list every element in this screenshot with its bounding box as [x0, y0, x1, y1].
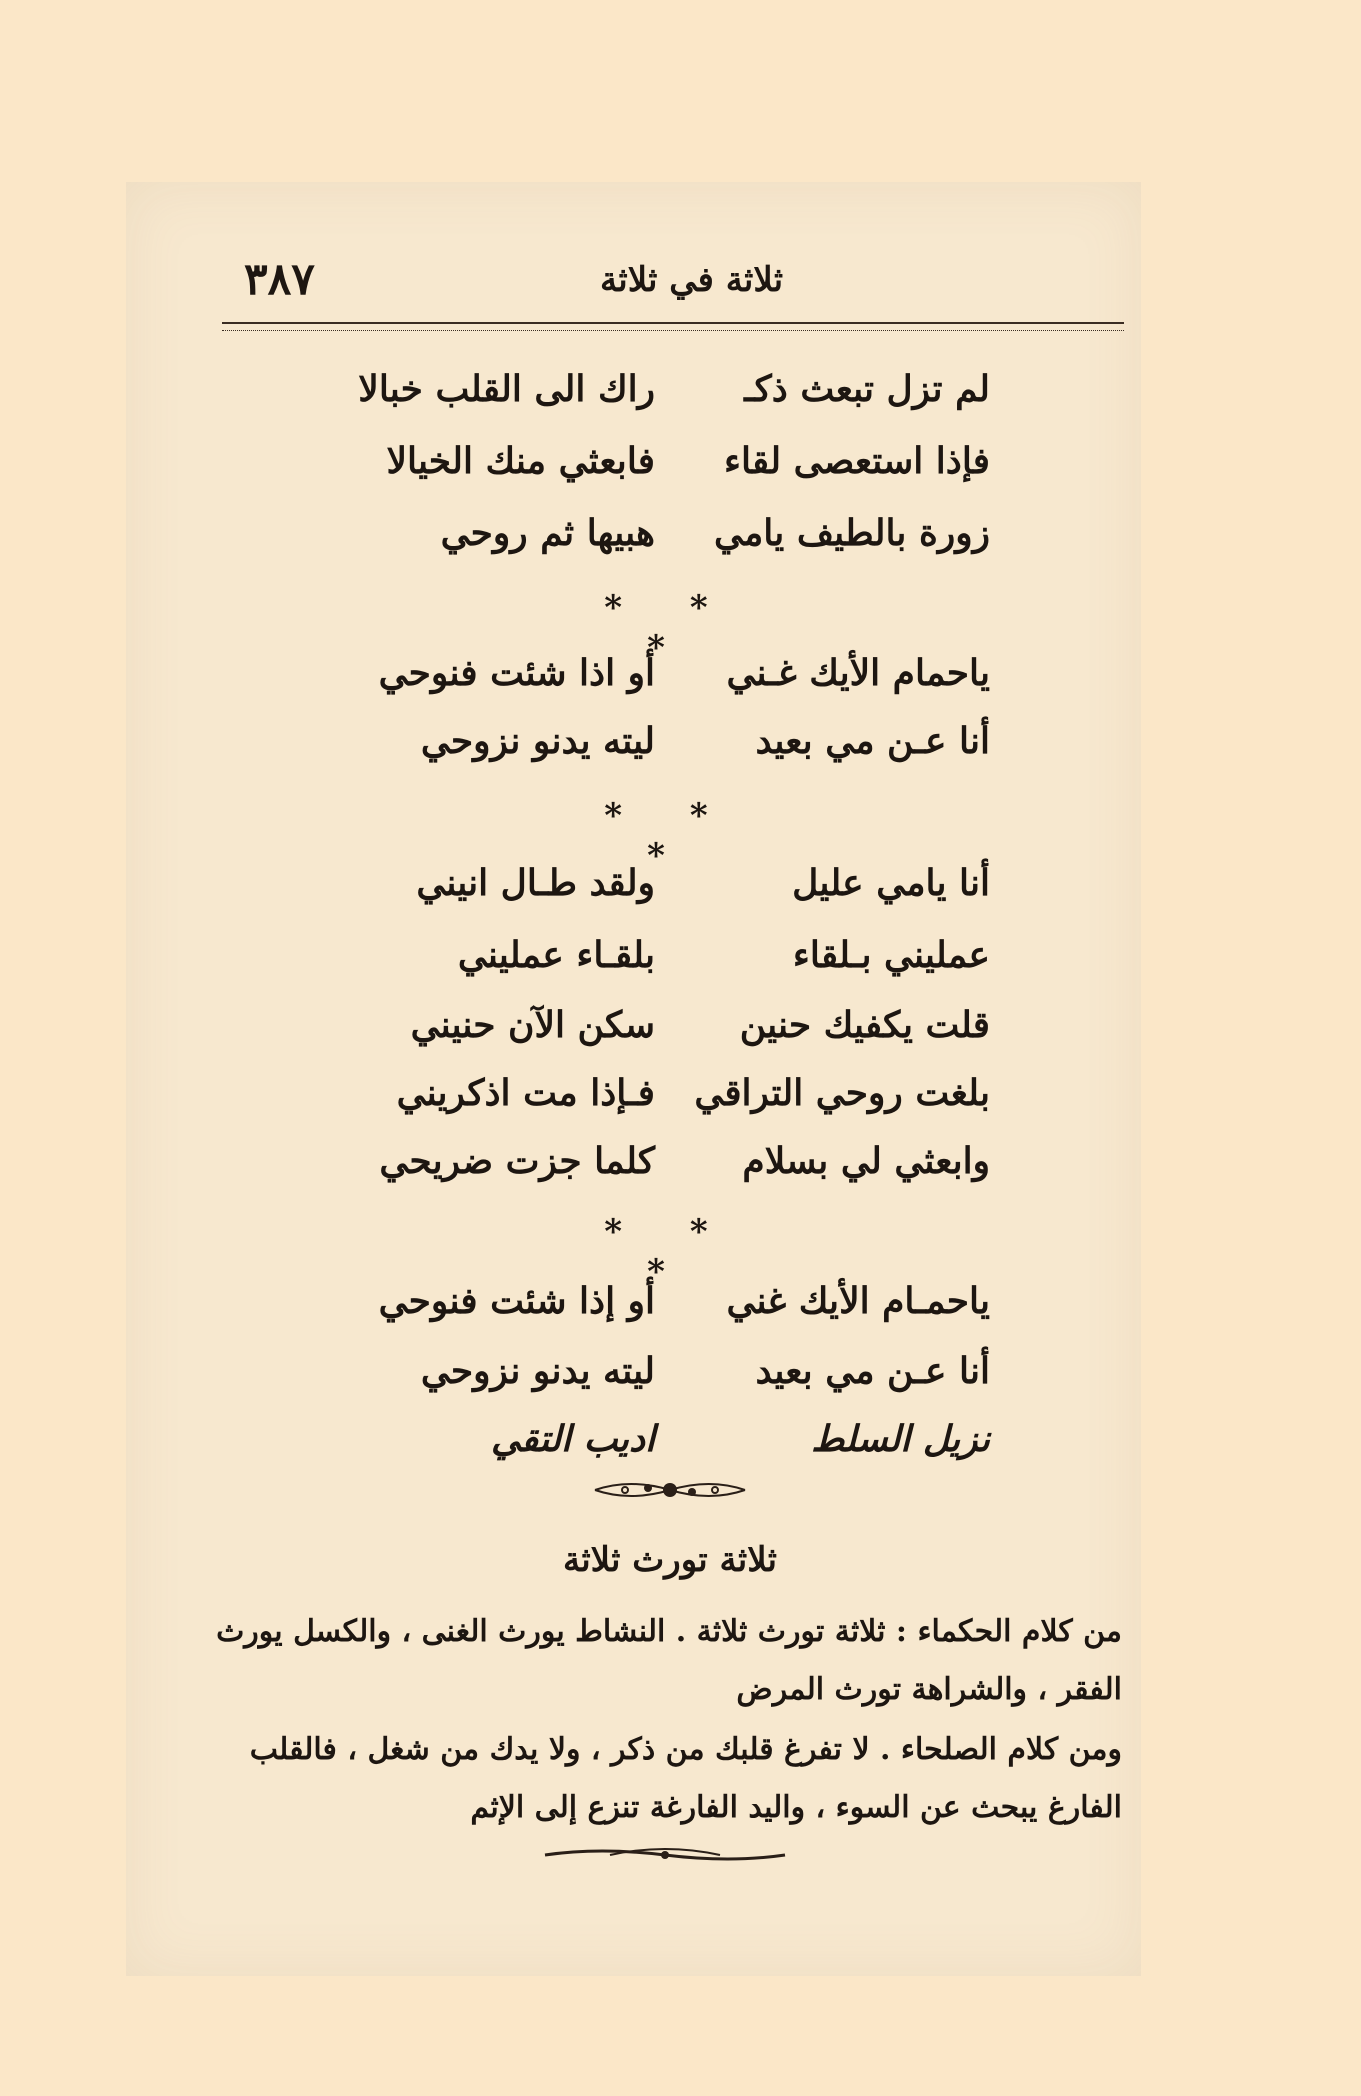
section-title: ثلاثة تورث ثلاثة: [562, 1540, 777, 1580]
paragraph-line: الفقر ، والشراهة تورث المرض: [736, 1672, 1122, 1707]
hemistich-right: عمليني بـلقاء: [792, 934, 990, 976]
hemistich-right: زورة بالطيف يامي: [714, 512, 990, 554]
stanza-separator: * * *: [604, 1212, 736, 1292]
hemistich-right: لم تزل تبعث ذكـ: [744, 368, 990, 410]
hemistich-left: راك الى القلب خبالا: [358, 368, 655, 410]
hemistich-left: كلما جزت ضريحي: [379, 1140, 655, 1182]
verse-line: [340, 1280, 1020, 1342]
hemistich-left: بلقـاء عمليني: [457, 934, 655, 976]
paragraph-line: الفارغ يبحث عن السوء ، واليد الفارغة تنزع إلى الإثم: [470, 1790, 1122, 1825]
hemistich-left: فـإذا مت اذكريني: [396, 1072, 655, 1114]
hemistich-left: هبيها ثم روحي: [440, 512, 655, 554]
verse-line: [340, 1350, 1020, 1412]
poem-signature: [340, 1418, 1020, 1478]
hemistich-right: ياحمام الأيك غـني: [726, 652, 990, 694]
running-title: ثلاثة في ثلاثة: [600, 260, 784, 300]
hemistich-right: ياحمـام الأيك غني: [726, 1280, 990, 1322]
page-header: [220, 250, 1124, 320]
verse-line: [340, 1004, 1020, 1066]
verse-line: [340, 440, 1020, 502]
page-number: ٣٨٧: [244, 254, 315, 305]
verse-line: [340, 652, 1020, 714]
hemistich-left: ليته يدنو نزوحي: [420, 1350, 655, 1392]
hemistich-right: أنا عـن مي بعيد: [755, 1350, 990, 1392]
verse-line: [340, 862, 1020, 924]
paragraph-line: من كلام الحكماء : ثلاثة تورث ثلاثة . النشاط يورث الغنى ، والكسل يورث: [216, 1614, 1122, 1649]
hemistich-right: وابعثي لي بسلام: [742, 1140, 990, 1182]
verse-line: [340, 934, 1020, 996]
header-rule: [222, 322, 1124, 331]
verse-line: [340, 1072, 1020, 1134]
hemistich-left: فابعثي منك الخيالا: [386, 440, 655, 482]
hemistich-right: قلت يكفيك حنين: [739, 1004, 990, 1046]
stanza-separator: * * *: [604, 796, 736, 876]
verse-line: [340, 1140, 1020, 1202]
signature-author: اديب التقي: [491, 1418, 655, 1460]
signature-place: نزيل السلط: [811, 1418, 990, 1460]
paragraph-line: ومن كلام الصلحاء . لا تفرغ قلبك من ذكر ، ولا يدك من شغل ، فالقلب: [249, 1732, 1122, 1767]
hemistich-right: بلغت روحي التراقي: [694, 1072, 990, 1114]
stanza-separator: * * *: [604, 588, 736, 668]
hemistich-left: ولقد طـال انيني: [416, 862, 655, 904]
hemistich-left: أو اذا شئت فنوحي: [378, 652, 655, 694]
hemistich-left: أو إذا شئت فنوحي: [378, 1280, 655, 1322]
hemistich-right: فإذا استعصى لقاء: [724, 440, 990, 482]
verse-line: [340, 368, 1020, 430]
floral-ornament: [590, 1470, 750, 1510]
verse-line: [340, 512, 1020, 574]
verse-line: [340, 720, 1020, 782]
end-ornament: [540, 1845, 790, 1865]
hemistich-left: ليته يدنو نزوحي: [420, 720, 655, 762]
hemistich-right: أنا يامي عليل: [792, 862, 990, 904]
hemistich-left: سكن الآن حنيني: [410, 1004, 655, 1046]
hemistich-right: أنا عـن مي بعيد: [755, 720, 990, 762]
